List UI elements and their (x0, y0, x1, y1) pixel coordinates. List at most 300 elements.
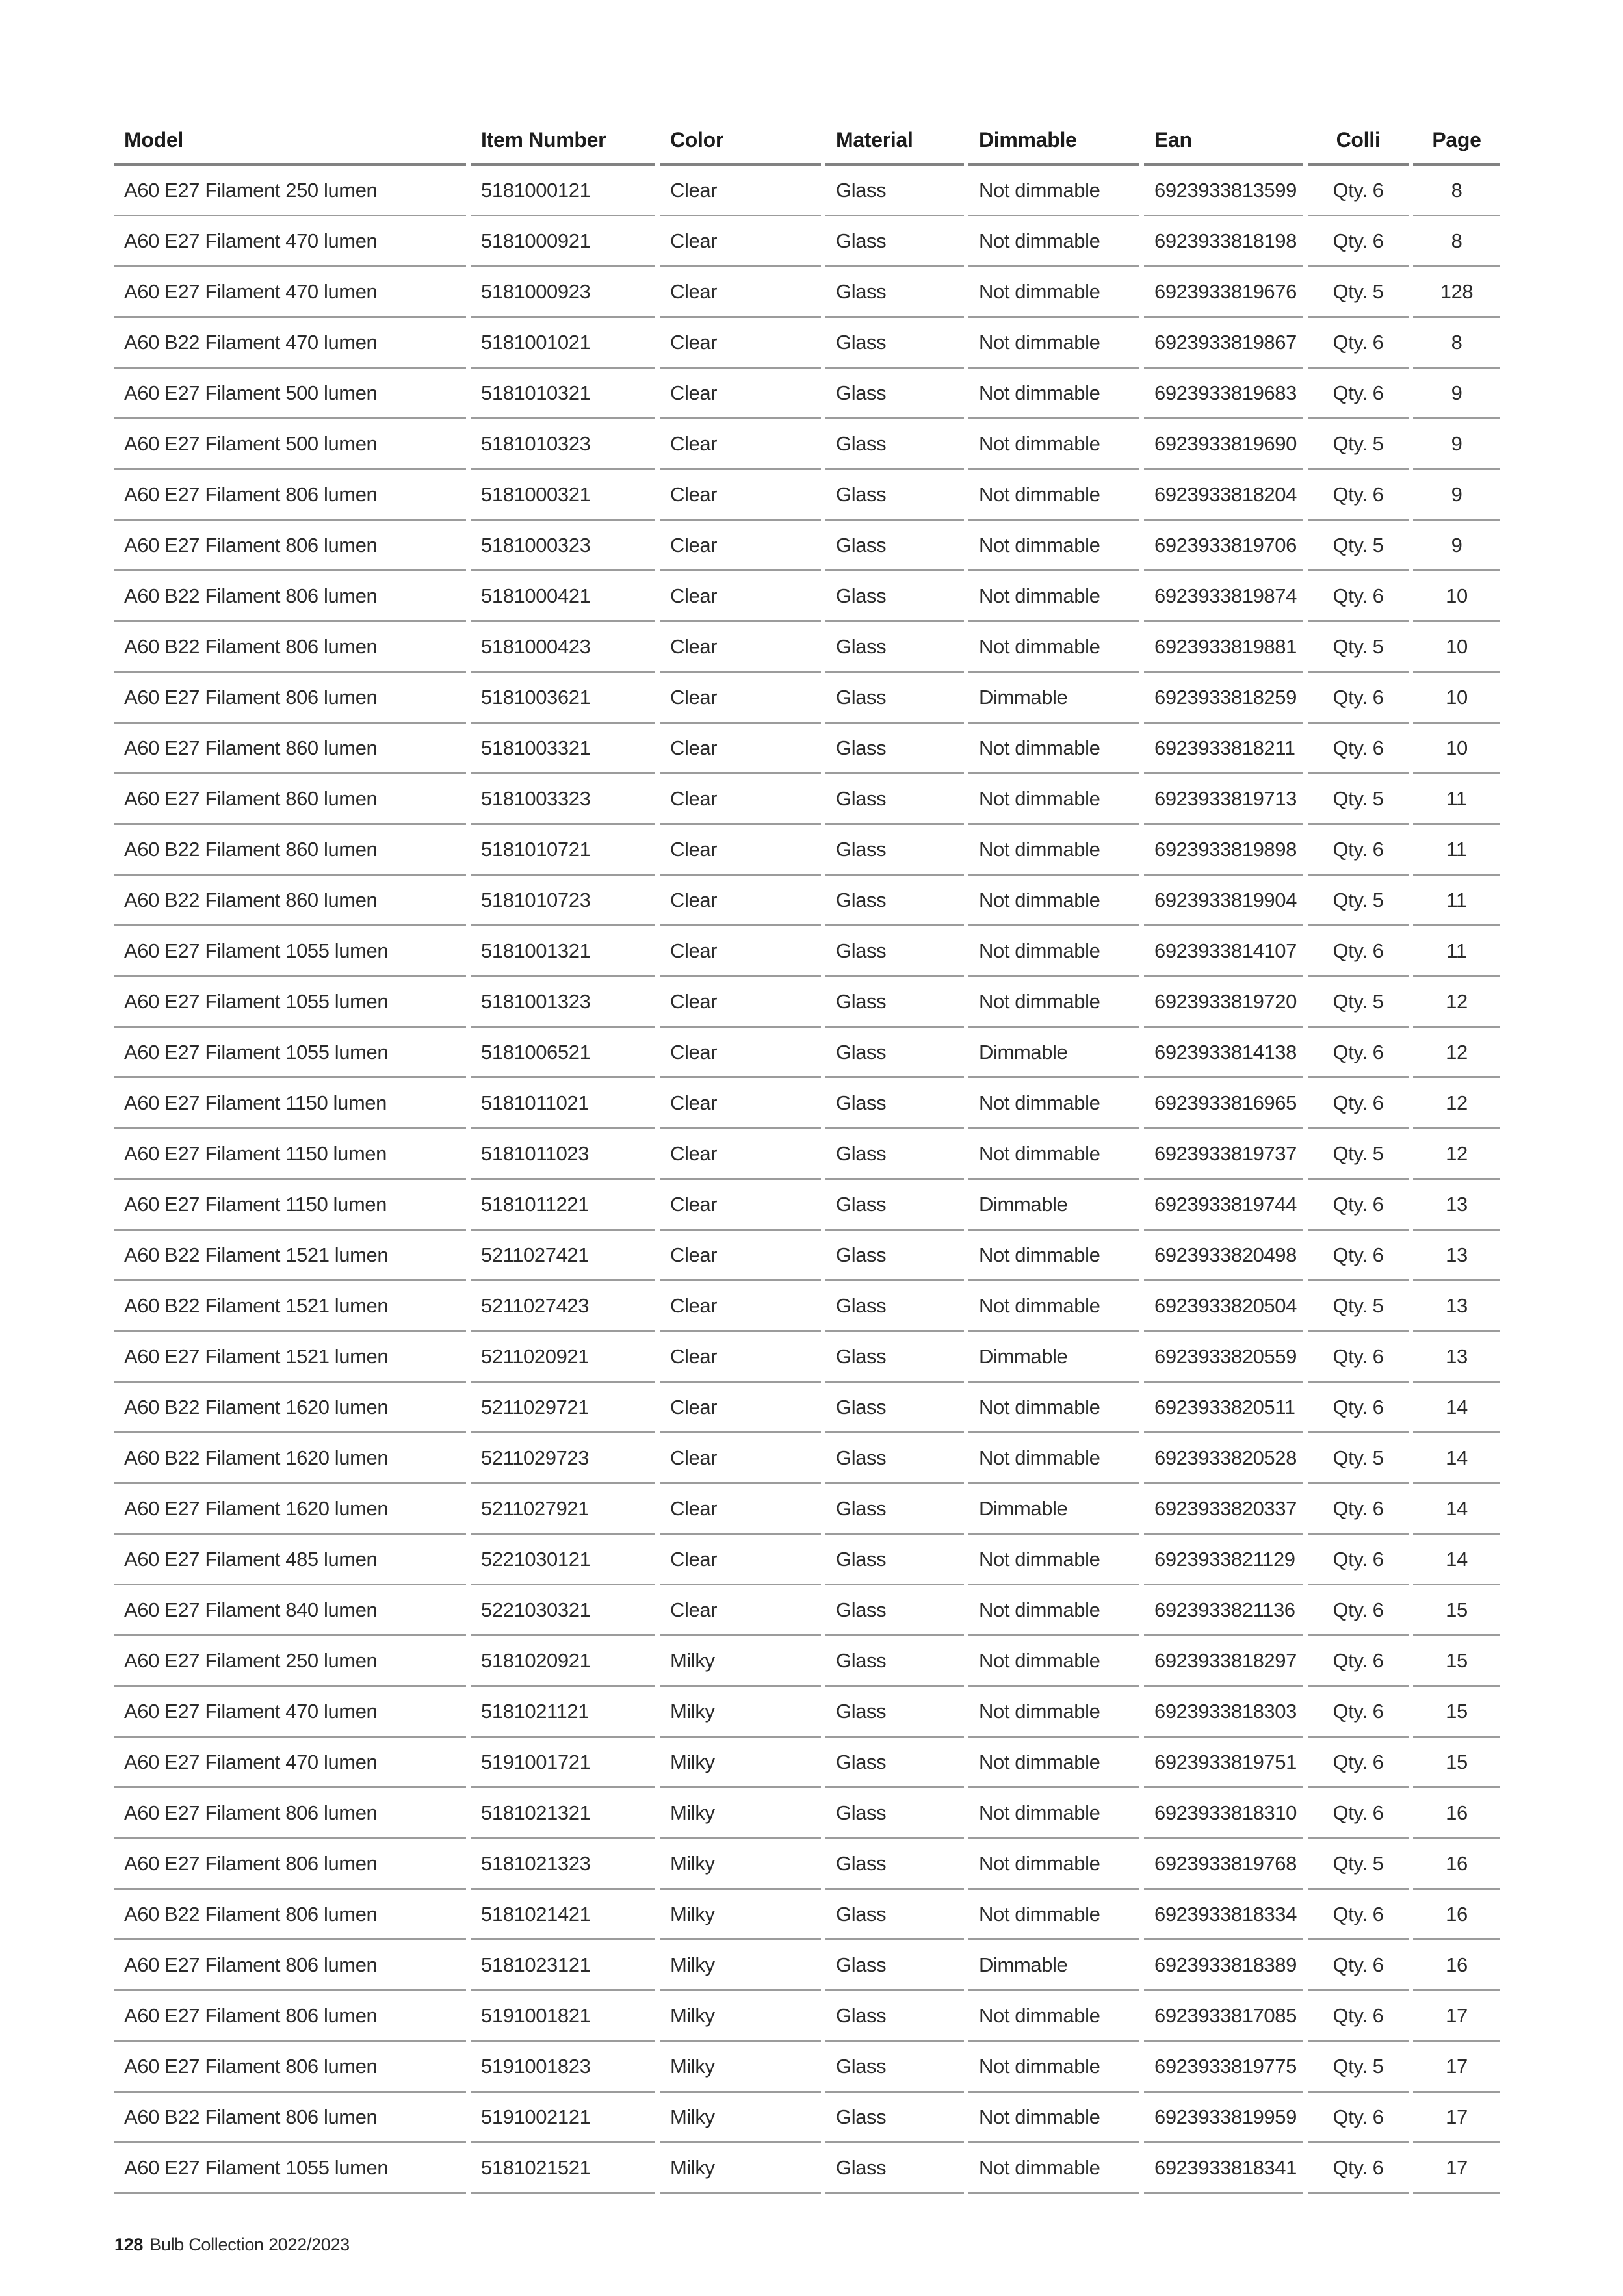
cell-item-number: 5211029723 (471, 1433, 655, 1484)
cell-item-number: 5211027423 (471, 1281, 655, 1332)
table-header-row (114, 117, 1500, 166)
cell-material: Glass (825, 1991, 964, 2042)
cell-page: 9 (1413, 470, 1500, 521)
table-row (114, 571, 1500, 622)
table-row (114, 1231, 1500, 1281)
cell-material: Glass (825, 1585, 964, 1636)
cell-colli: Qty. 6 (1308, 673, 1409, 724)
cell-material: Glass (825, 1332, 964, 1383)
cell-dimmable: Dimmable (968, 1332, 1139, 1383)
table-row (114, 166, 1500, 216)
cell-dimmable: Not dimmable (968, 1890, 1139, 1940)
cell-model: A60 B22 Filament 806 lumen (114, 571, 466, 622)
cell-ean: 6923933819676 (1144, 267, 1303, 318)
cell-page: 15 (1413, 1738, 1500, 1788)
cell-dimmable: Not dimmable (968, 926, 1139, 977)
cell-item-number: 5181011021 (471, 1078, 655, 1129)
cell-dimmable: Not dimmable (968, 876, 1139, 926)
cell-color: Milky (660, 1738, 821, 1788)
cell-model: A60 E27 Filament 1150 lumen (114, 1129, 466, 1180)
cell-page: 8 (1413, 166, 1500, 216)
table-row (114, 1991, 1500, 2042)
cell-ean: 6923933816965 (1144, 1078, 1303, 1129)
cell-colli: Qty. 6 (1308, 2143, 1409, 2194)
cell-item-number: 5181003323 (471, 774, 655, 825)
cell-ean: 6923933819904 (1144, 876, 1303, 926)
cell-ean: 6923933821129 (1144, 1535, 1303, 1585)
cell-dimmable: Dimmable (968, 1484, 1139, 1535)
cell-dimmable: Not dimmable (968, 1281, 1139, 1332)
cell-model: A60 E27 Filament 806 lumen (114, 470, 466, 521)
cell-color: Clear (660, 166, 821, 216)
cell-colli: Qty. 6 (1308, 216, 1409, 267)
cell-colli: Qty. 6 (1308, 1332, 1409, 1383)
cell-material: Glass (825, 166, 964, 216)
table-row (114, 1890, 1500, 1940)
cell-item-number: 5181001021 (471, 318, 655, 369)
cell-dimmable: Not dimmable (968, 1839, 1139, 1890)
cell-page: 13 (1413, 1281, 1500, 1332)
cell-material: Glass (825, 1028, 964, 1078)
cell-colli: Qty. 6 (1308, 1687, 1409, 1738)
cell-page: 10 (1413, 571, 1500, 622)
cell-page: 9 (1413, 369, 1500, 419)
table-row (114, 774, 1500, 825)
cell-ean: 6923933819768 (1144, 1839, 1303, 1890)
cell-material: Glass (825, 1484, 964, 1535)
cell-material: Glass (825, 369, 964, 419)
cell-ean: 6923933818389 (1144, 1940, 1303, 1991)
cell-ean: 6923933814107 (1144, 926, 1303, 977)
cell-material: Glass (825, 1839, 964, 1890)
cell-material: Glass (825, 521, 964, 571)
cell-dimmable: Not dimmable (968, 724, 1139, 774)
cell-color: Clear (660, 1281, 821, 1332)
cell-model: A60 E27 Filament 806 lumen (114, 521, 466, 571)
cell-ean: 6923933820559 (1144, 1332, 1303, 1383)
cell-item-number: 5191001721 (471, 1738, 655, 1788)
cell-model: A60 E27 Filament 1055 lumen (114, 2143, 466, 2194)
table-row (114, 2143, 1500, 2194)
table-row (114, 1383, 1500, 1433)
table-row (114, 1078, 1500, 1129)
cell-item-number: 5221030121 (471, 1535, 655, 1585)
table-row (114, 521, 1500, 571)
cell-page: 17 (1413, 1991, 1500, 2042)
cell-page: 13 (1413, 1332, 1500, 1383)
cell-model: A60 E27 Filament 485 lumen (114, 1535, 466, 1585)
cell-item-number: 5181021321 (471, 1788, 655, 1839)
cell-page: 10 (1413, 673, 1500, 724)
cell-item-number: 5181000321 (471, 470, 655, 521)
column-header-color: Color (660, 117, 821, 166)
cell-page: 14 (1413, 1383, 1500, 1433)
cell-item-number: 5181000423 (471, 622, 655, 673)
table-row (114, 1839, 1500, 1890)
cell-colli: Qty. 6 (1308, 825, 1409, 876)
cell-ean: 6923933819713 (1144, 774, 1303, 825)
table-row (114, 1433, 1500, 1484)
cell-model: A60 E27 Filament 1150 lumen (114, 1078, 466, 1129)
table-row (114, 1940, 1500, 1991)
cell-model: A60 E27 Filament 500 lumen (114, 369, 466, 419)
cell-item-number: 5181021521 (471, 2143, 655, 2194)
cell-item-number: 5181010721 (471, 825, 655, 876)
table-row (114, 1332, 1500, 1383)
product-table (109, 117, 1505, 2194)
table-row (114, 977, 1500, 1028)
cell-colli: Qty. 5 (1308, 267, 1409, 318)
cell-dimmable: Not dimmable (968, 774, 1139, 825)
cell-ean: 6923933820337 (1144, 1484, 1303, 1535)
cell-item-number: 5181020921 (471, 1636, 655, 1687)
cell-ean: 6923933819881 (1144, 622, 1303, 673)
cell-ean: 6923933819898 (1144, 825, 1303, 876)
cell-material: Glass (825, 216, 964, 267)
cell-color: Clear (660, 774, 821, 825)
cell-ean: 6923933818204 (1144, 470, 1303, 521)
cell-color: Clear (660, 1535, 821, 1585)
cell-color: Clear (660, 926, 821, 977)
cell-page: 17 (1413, 2042, 1500, 2093)
table-row (114, 369, 1500, 419)
cell-model: A60 E27 Filament 500 lumen (114, 419, 466, 470)
cell-material: Glass (825, 1738, 964, 1788)
cell-colli: Qty. 6 (1308, 369, 1409, 419)
table-row (114, 1180, 1500, 1231)
cell-colli: Qty. 5 (1308, 1129, 1409, 1180)
cell-dimmable: Not dimmable (968, 1585, 1139, 1636)
cell-item-number: 5221030321 (471, 1585, 655, 1636)
cell-item-number: 5181003621 (471, 673, 655, 724)
cell-color: Clear (660, 724, 821, 774)
cell-dimmable: Not dimmable (968, 1129, 1139, 1180)
cell-material: Glass (825, 1788, 964, 1839)
cell-colli: Qty. 6 (1308, 1383, 1409, 1433)
cell-material: Glass (825, 825, 964, 876)
cell-colli: Qty. 6 (1308, 1991, 1409, 2042)
cell-page: 15 (1413, 1585, 1500, 1636)
cell-model: A60 B22 Filament 806 lumen (114, 2093, 466, 2143)
cell-color: Clear (660, 1028, 821, 1078)
cell-colli: Qty. 6 (1308, 926, 1409, 977)
cell-page: 12 (1413, 1129, 1500, 1180)
cell-model: A60 E27 Filament 860 lumen (114, 774, 466, 825)
cell-dimmable: Not dimmable (968, 419, 1139, 470)
cell-model: A60 E27 Filament 806 lumen (114, 1991, 466, 2042)
column-header-colli: Colli (1308, 117, 1409, 166)
cell-model: A60 E27 Filament 470 lumen (114, 1687, 466, 1738)
cell-page: 8 (1413, 216, 1500, 267)
cell-page: 9 (1413, 521, 1500, 571)
table-row (114, 1028, 1500, 1078)
cell-material: Glass (825, 1433, 964, 1484)
cell-color: Milky (660, 1890, 821, 1940)
cell-item-number: 5181001321 (471, 926, 655, 977)
cell-model: A60 B22 Filament 470 lumen (114, 318, 466, 369)
table-row (114, 876, 1500, 926)
page-footer (114, 2235, 350, 2255)
cell-page: 12 (1413, 977, 1500, 1028)
cell-dimmable: Not dimmable (968, 1636, 1139, 1687)
table-row (114, 724, 1500, 774)
cell-color: Clear (660, 977, 821, 1028)
cell-dimmable: Not dimmable (968, 825, 1139, 876)
cell-color: Clear (660, 369, 821, 419)
cell-colli: Qty. 6 (1308, 166, 1409, 216)
cell-item-number: 5191002121 (471, 2093, 655, 2143)
cell-dimmable: Not dimmable (968, 267, 1139, 318)
cell-colli: Qty. 6 (1308, 1738, 1409, 1788)
cell-item-number: 5181011023 (471, 1129, 655, 1180)
cell-ean: 6923933819706 (1144, 521, 1303, 571)
cell-colli: Qty. 6 (1308, 1890, 1409, 1940)
cell-page: 12 (1413, 1028, 1500, 1078)
cell-item-number: 5181023121 (471, 1940, 655, 1991)
table-row (114, 1281, 1500, 1332)
cell-model: A60 E27 Filament 1055 lumen (114, 926, 466, 977)
cell-model: A60 E27 Filament 470 lumen (114, 1738, 466, 1788)
cell-color: Clear (660, 825, 821, 876)
cell-colli: Qty. 5 (1308, 977, 1409, 1028)
cell-material: Glass (825, 470, 964, 521)
cell-colli: Qty. 6 (1308, 724, 1409, 774)
cell-material: Glass (825, 1231, 964, 1281)
cell-dimmable: Dimmable (968, 1940, 1139, 1991)
cell-dimmable: Not dimmable (968, 977, 1139, 1028)
cell-material: Glass (825, 622, 964, 673)
cell-material: Glass (825, 1180, 964, 1231)
cell-item-number: 5181000323 (471, 521, 655, 571)
table-row (114, 673, 1500, 724)
cell-model: A60 E27 Filament 250 lumen (114, 1636, 466, 1687)
cell-material: Glass (825, 1281, 964, 1332)
cell-colli: Qty. 5 (1308, 419, 1409, 470)
cell-color: Clear (660, 216, 821, 267)
cell-dimmable: Not dimmable (968, 1078, 1139, 1129)
table-row (114, 1788, 1500, 1839)
cell-colli: Qty. 6 (1308, 571, 1409, 622)
cell-page: 16 (1413, 1940, 1500, 1991)
cell-color: Milky (660, 1940, 821, 1991)
cell-colli: Qty. 5 (1308, 774, 1409, 825)
cell-item-number: 5211020921 (471, 1332, 655, 1383)
cell-item-number: 5181000923 (471, 267, 655, 318)
cell-color: Clear (660, 267, 821, 318)
cell-model: A60 E27 Filament 1150 lumen (114, 1180, 466, 1231)
table-row (114, 419, 1500, 470)
column-header-model: Model (114, 117, 466, 166)
cell-model: A60 E27 Filament 1521 lumen (114, 1332, 466, 1383)
cell-color: Milky (660, 1687, 821, 1738)
cell-item-number: 5211027921 (471, 1484, 655, 1535)
cell-dimmable: Dimmable (968, 1180, 1139, 1231)
cell-model: A60 B22 Filament 1521 lumen (114, 1231, 466, 1281)
cell-page: 14 (1413, 1484, 1500, 1535)
cell-color: Clear (660, 1585, 821, 1636)
cell-model: A60 E27 Filament 1055 lumen (114, 977, 466, 1028)
cell-model: A60 B22 Filament 860 lumen (114, 876, 466, 926)
table-row (114, 2093, 1500, 2143)
column-header-material: Material (825, 117, 964, 166)
cell-ean: 6923933818211 (1144, 724, 1303, 774)
cell-model: A60 E27 Filament 1620 lumen (114, 1484, 466, 1535)
cell-colli: Qty. 6 (1308, 470, 1409, 521)
cell-item-number: 5211027421 (471, 1231, 655, 1281)
cell-item-number: 5181000421 (471, 571, 655, 622)
table-row (114, 267, 1500, 318)
cell-color: Clear (660, 470, 821, 521)
cell-model: A60 B22 Filament 1620 lumen (114, 1383, 466, 1433)
cell-item-number: 5181010321 (471, 369, 655, 419)
cell-dimmable: Not dimmable (968, 2093, 1139, 2143)
cell-ean: 6923933818341 (1144, 2143, 1303, 2194)
cell-dimmable: Not dimmable (968, 166, 1139, 216)
table-row (114, 470, 1500, 521)
cell-model: A60 E27 Filament 470 lumen (114, 216, 466, 267)
cell-model: A60 E27 Filament 840 lumen (114, 1585, 466, 1636)
cell-ean: 6923933819874 (1144, 571, 1303, 622)
cell-ean: 6923933819959 (1144, 2093, 1303, 2143)
cell-page: 9 (1413, 419, 1500, 470)
cell-material: Glass (825, 1890, 964, 1940)
cell-material: Glass (825, 571, 964, 622)
cell-color: Clear (660, 1129, 821, 1180)
cell-dimmable: Not dimmable (968, 521, 1139, 571)
cell-page: 11 (1413, 774, 1500, 825)
cell-material: Glass (825, 977, 964, 1028)
cell-ean: 6923933818310 (1144, 1788, 1303, 1839)
cell-material: Glass (825, 724, 964, 774)
cell-dimmable: Not dimmable (968, 622, 1139, 673)
cell-color: Clear (660, 876, 821, 926)
cell-ean: 6923933820498 (1144, 1231, 1303, 1281)
cell-colli: Qty. 6 (1308, 318, 1409, 369)
cell-colli: Qty. 6 (1308, 1180, 1409, 1231)
cell-model: A60 E27 Filament 806 lumen (114, 2042, 466, 2093)
cell-material: Glass (825, 419, 964, 470)
cell-model: A60 B22 Filament 806 lumen (114, 1890, 466, 1940)
cell-item-number: 5191001823 (471, 2042, 655, 2093)
cell-ean: 6923933820511 (1144, 1383, 1303, 1433)
cell-page: 13 (1413, 1180, 1500, 1231)
cell-item-number: 5181010723 (471, 876, 655, 926)
cell-ean: 6923933819690 (1144, 419, 1303, 470)
cell-dimmable: Not dimmable (968, 1687, 1139, 1738)
cell-material: Glass (825, 2093, 964, 2143)
cell-page: 12 (1413, 1078, 1500, 1129)
cell-material: Glass (825, 318, 964, 369)
cell-ean: 6923933820528 (1144, 1433, 1303, 1484)
cell-color: Milky (660, 2143, 821, 2194)
cell-colli: Qty. 5 (1308, 876, 1409, 926)
cell-colli: Qty. 6 (1308, 1231, 1409, 1281)
cell-model: A60 E27 Filament 1055 lumen (114, 1028, 466, 1078)
cell-page: 11 (1413, 926, 1500, 977)
cell-page: 16 (1413, 1839, 1500, 1890)
cell-page: 15 (1413, 1636, 1500, 1687)
cell-color: Clear (660, 1180, 821, 1231)
cell-dimmable: Not dimmable (968, 1231, 1139, 1281)
cell-colli: Qty. 6 (1308, 1940, 1409, 1991)
cell-model: A60 E27 Filament 470 lumen (114, 267, 466, 318)
table-row (114, 1585, 1500, 1636)
cell-model: A60 B22 Filament 1521 lumen (114, 1281, 466, 1332)
table-row (114, 1484, 1500, 1535)
column-header-ean: Ean (1144, 117, 1303, 166)
cell-colli: Qty. 5 (1308, 2042, 1409, 2093)
cell-model: A60 E27 Filament 806 lumen (114, 1839, 466, 1890)
cell-page: 14 (1413, 1433, 1500, 1484)
cell-material: Glass (825, 267, 964, 318)
table-row (114, 2042, 1500, 2093)
cell-dimmable: Not dimmable (968, 1535, 1139, 1585)
cell-material: Glass (825, 1129, 964, 1180)
cell-material: Glass (825, 926, 964, 977)
cell-dimmable: Not dimmable (968, 1433, 1139, 1484)
cell-item-number: 5181006521 (471, 1028, 655, 1078)
cell-color: Clear (660, 622, 821, 673)
table-row (114, 1535, 1500, 1585)
cell-page: 15 (1413, 1687, 1500, 1738)
cell-item-number: 5211029721 (471, 1383, 655, 1433)
cell-ean: 6923933818259 (1144, 673, 1303, 724)
cell-item-number: 5181011221 (471, 1180, 655, 1231)
cell-colli: Qty. 6 (1308, 1788, 1409, 1839)
cell-ean: 6923933818334 (1144, 1890, 1303, 1940)
cell-page: 11 (1413, 876, 1500, 926)
cell-ean: 6923933819744 (1144, 1180, 1303, 1231)
cell-ean: 6923933819867 (1144, 318, 1303, 369)
table-row (114, 1738, 1500, 1788)
table-row (114, 216, 1500, 267)
cell-dimmable: Not dimmable (968, 1788, 1139, 1839)
cell-item-number: 5181021323 (471, 1839, 655, 1890)
column-header-item-number: Item Number (471, 117, 655, 166)
cell-material: Glass (825, 1078, 964, 1129)
cell-page: 11 (1413, 825, 1500, 876)
cell-dimmable: Not dimmable (968, 318, 1139, 369)
cell-color: Milky (660, 1636, 821, 1687)
cell-page: 10 (1413, 724, 1500, 774)
cell-material: Glass (825, 2042, 964, 2093)
cell-model: A60 E27 Filament 860 lumen (114, 724, 466, 774)
cell-dimmable: Not dimmable (968, 2143, 1139, 2194)
cell-color: Milky (660, 1991, 821, 2042)
footer-title: Bulb Collection 2022/2023 (149, 2235, 350, 2254)
cell-material: Glass (825, 774, 964, 825)
cell-color: Milky (660, 2042, 821, 2093)
cell-material: Glass (825, 1687, 964, 1738)
cell-color: Clear (660, 1383, 821, 1433)
table-row (114, 1129, 1500, 1180)
cell-colli: Qty. 5 (1308, 1839, 1409, 1890)
cell-ean: 6923933819683 (1144, 369, 1303, 419)
cell-ean: 6923933813599 (1144, 166, 1303, 216)
cell-color: Clear (660, 521, 821, 571)
cell-ean: 6923933818303 (1144, 1687, 1303, 1738)
cell-model: A60 E27 Filament 250 lumen (114, 166, 466, 216)
table-row (114, 825, 1500, 876)
cell-page: 17 (1413, 2093, 1500, 2143)
cell-item-number: 5181021121 (471, 1687, 655, 1738)
table-row (114, 1636, 1500, 1687)
cell-colli: Qty. 6 (1308, 1535, 1409, 1585)
cell-material: Glass (825, 1535, 964, 1585)
cell-material: Glass (825, 1383, 964, 1433)
cell-page: 17 (1413, 2143, 1500, 2194)
table-row (114, 1687, 1500, 1738)
